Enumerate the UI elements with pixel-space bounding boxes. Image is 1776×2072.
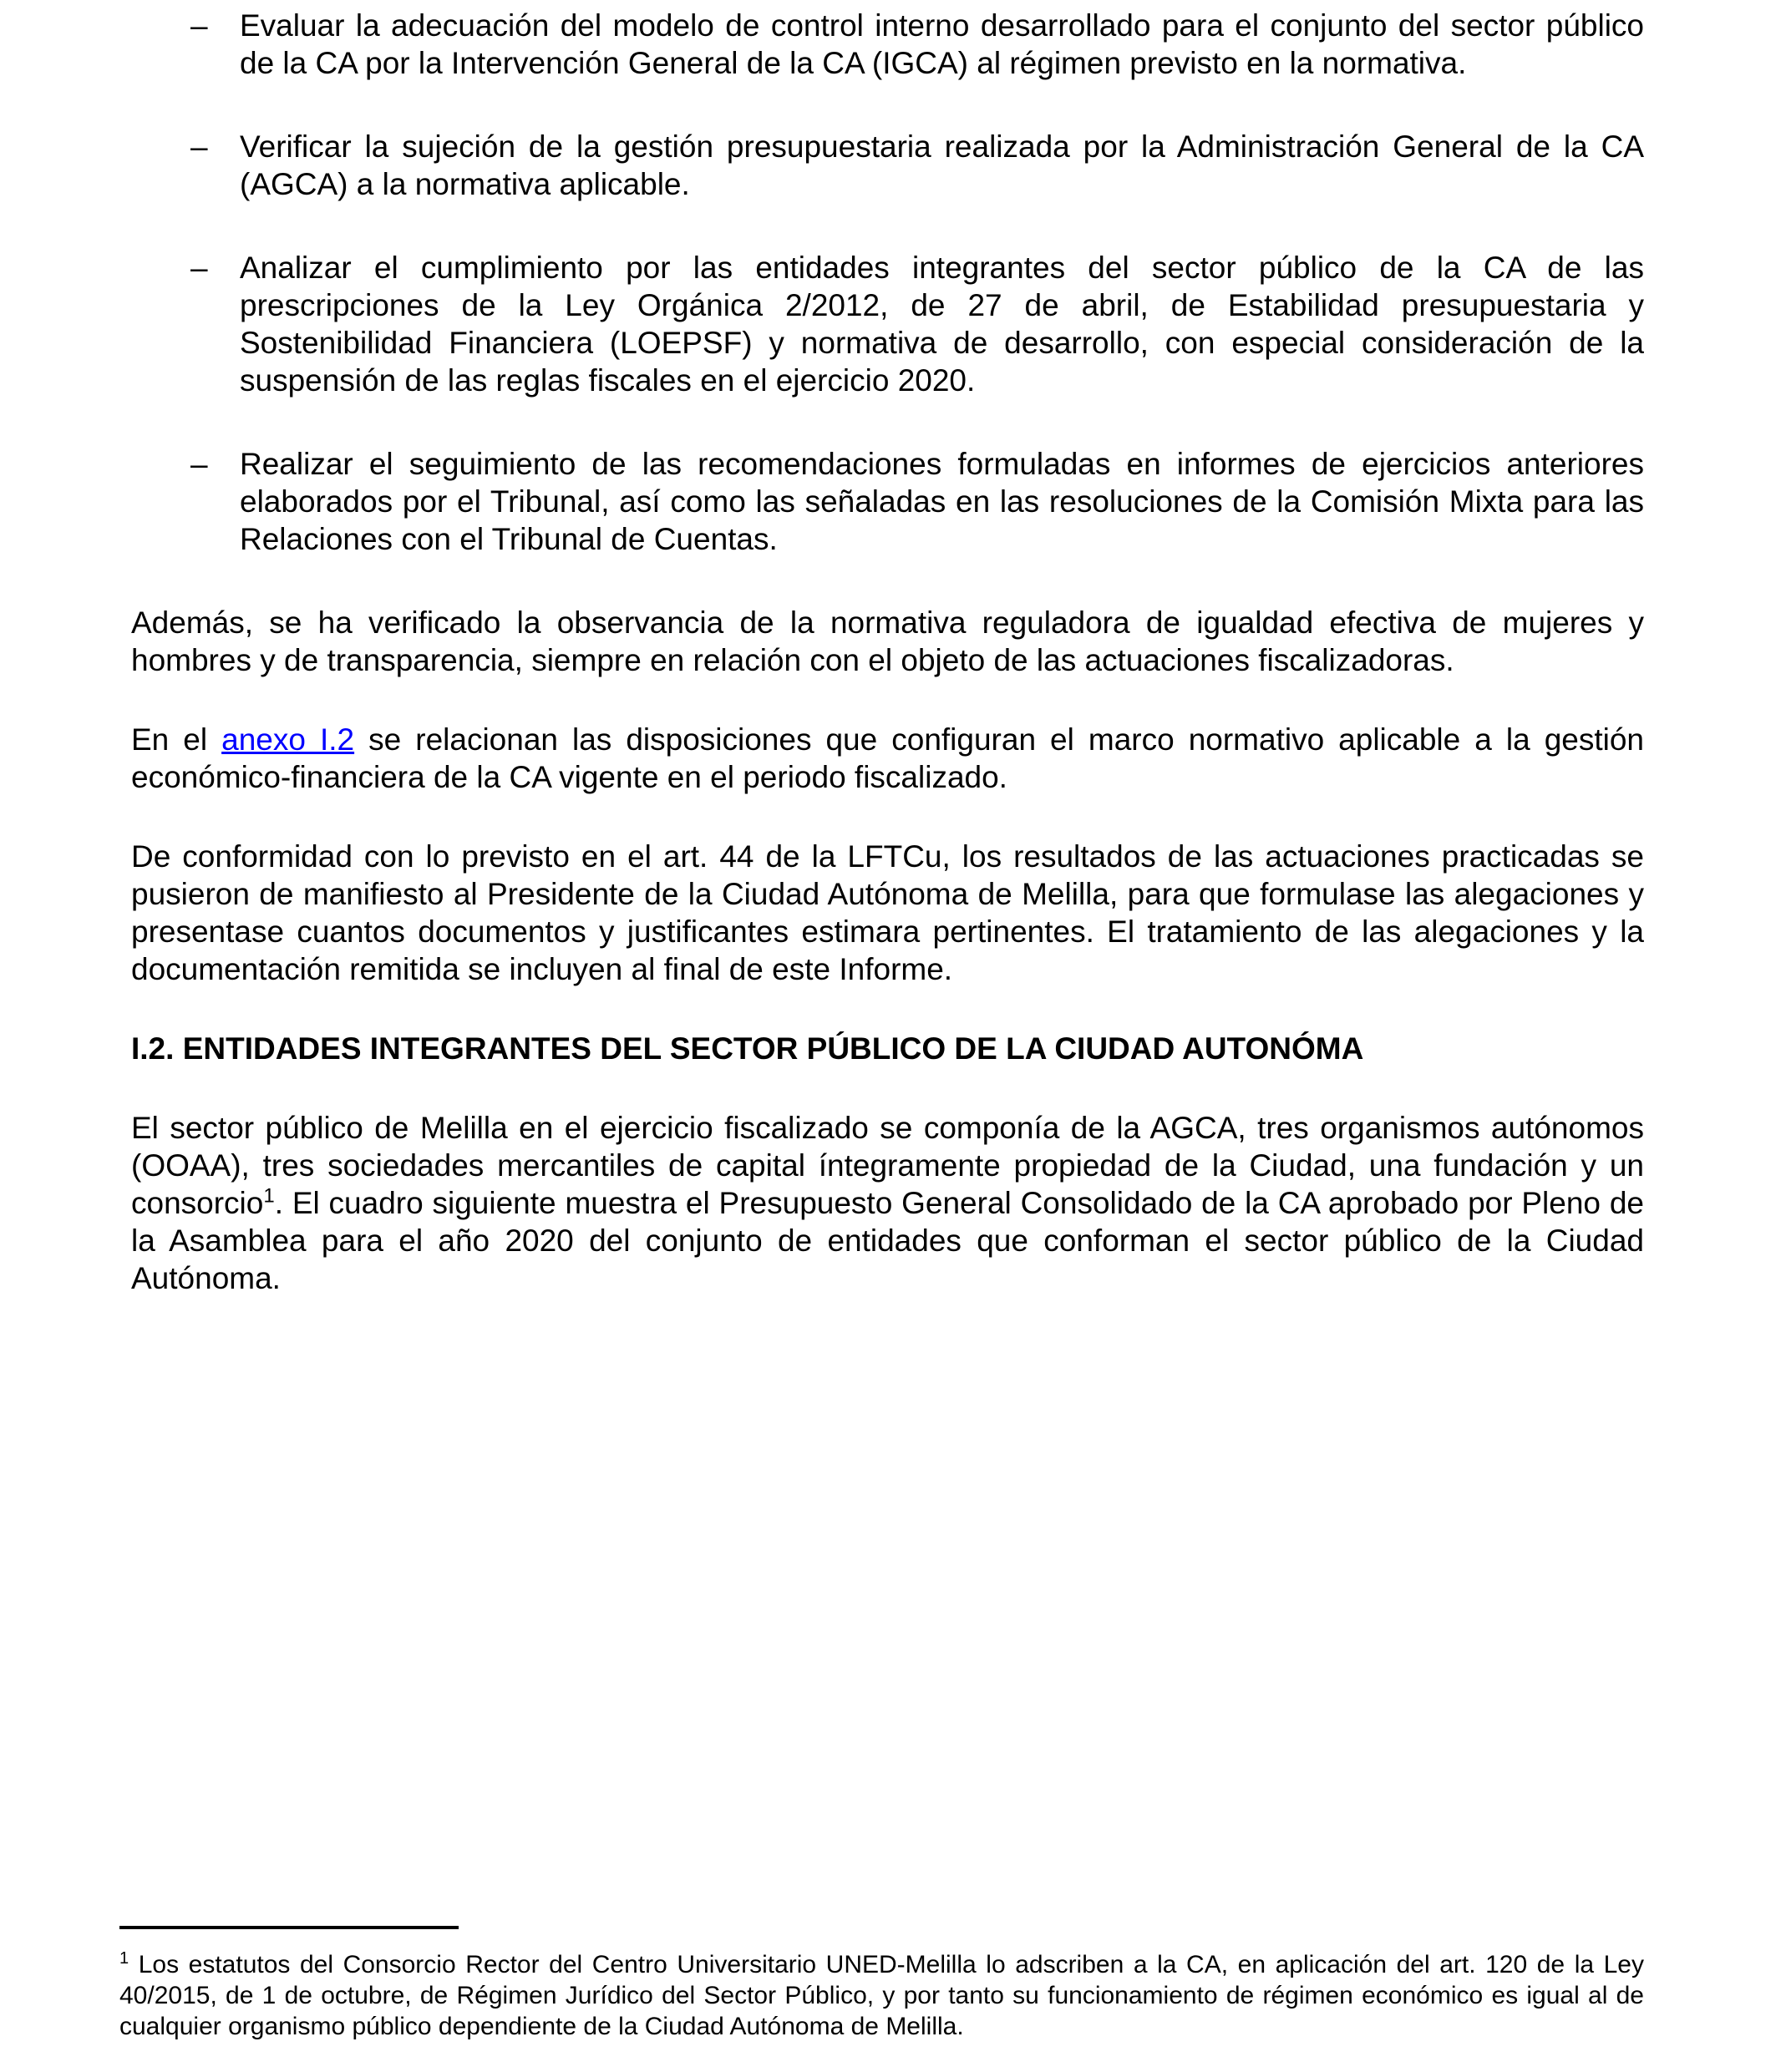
document-body (131, 7, 1644, 1339)
bullet-item-verificar (131, 128, 1644, 203)
footnote-area (119, 1926, 1644, 2067)
bullet-item-evaluar (131, 7, 1644, 82)
anexo-link[interactable]: anexo I.2 (221, 722, 355, 757)
paragraph-sector-publico (131, 1109, 1644, 1297)
bullet-item-realizar (131, 445, 1644, 558)
bullet-dash: – (190, 129, 208, 164)
paragraph-anexo-after: se relacionan las disposiciones que configuran el marco normativo aplicable a la gestión económico-financiera de la CA vigente en el periodo fiscalizado. (131, 722, 1645, 794)
footnote-separator (119, 1926, 459, 1929)
bullet-dash: – (190, 447, 208, 481)
bullet-text: Evaluar la adecuación del modelo de control interno desarrollado para el conjunto del sector público de la CA por la Intervención General de la CA (IGCA) al régimen previsto en la normativa. (240, 8, 1644, 80)
bullet-dash: – (190, 8, 208, 43)
bullet-item-analizar (131, 249, 1644, 399)
paragraph-anexo-before: En el (131, 722, 222, 757)
bullet-text: Realizar el seguimiento de las recomendaciones formuladas en informes de ejercicios anteriores elaborados por el Tribunal, así como las señaladas en las resoluciones de la Comisión Mixta para las Relaciones con el Tribunal de Cuentas. (240, 447, 1644, 556)
bullet-dash: – (190, 251, 208, 285)
bullet-text: Analizar el cumplimiento por las entidades integrantes del sector público de la CA de las prescripciones de la Ley Orgánica 2/2012, de 27 de abril, de Estabilidad presupuestaria y Sostenibilidad Financiera (LOEPSF) y normativa de desarrollo, con especial consideración de la suspensión de las reglas fiscales en el ejercicio 2020. (240, 251, 1644, 398)
footnote-marker: 1 (119, 1949, 129, 1968)
paragraph-conformidad: De conformidad con lo previsto en el art. 44 de la LFTCu, los resultados de las actuaciones practicadas se pusieron de manifiesto al Presidente de la Ciudad Autónoma de Melilla, para que formulase las alegaciones y presentase cuantos documentos y justificantes estimara pertinentes. El tratamiento de las alegaciones y la documentación remitida se incluyen al final de este Informe. (131, 839, 1644, 986)
footnote-reference: 1 (263, 1184, 275, 1208)
paragraph-anexo (131, 721, 1644, 796)
paragraph-sector-after: . El cuadro siguiente muestra el Presupuesto General Consolidado de la CA aprobado por Pleno de la Asamblea para el año 2020 del conjunto de entidades que conforman el sector público de la Ciudad Autónoma. (131, 1186, 1644, 1295)
section-heading: I.2. ENTIDADES INTEGRANTES DEL SECTOR PÚBLICO DE LA CIUDAD AUTONÓMA (131, 1031, 1364, 1066)
footnote-text (119, 1949, 1644, 2042)
paragraph-sector-before: El sector público de Melilla en el ejercicio fiscalizado se componía de la AGCA, tres organismos autónomos (OOAA), tres sociedades mercantiles de capital íntegramente propiedad de la Ciudad, una fundación y un consorcio (131, 1111, 1644, 1220)
bullet-text: Verificar la sujeción de la gestión presupuestaria realizada por la Administración General de la CA (AGCA) a la normativa aplicable. (240, 129, 1644, 201)
paragraph-ademas: Además, se ha verificado la observancia de la normativa reguladora de igualdad efectiva de mujeres y hombres y de transparencia, siempre en relación con el objeto de las actuaciones fiscalizadoras. (131, 605, 1644, 677)
footnote-body: Los estatutos del Consorcio Rector del Centro Universitario UNED-Melilla lo adscriben a la CA, en aplicación del art. 120 de la Ley 40/2015, de 1 de octubre, de Régimen Jurídico del Sector Público, y por tanto su funcionamiento de régimen económico es igual al de cualquier organismo público dependiente de la Ciudad Autónoma de Melilla. (119, 1951, 1644, 2040)
